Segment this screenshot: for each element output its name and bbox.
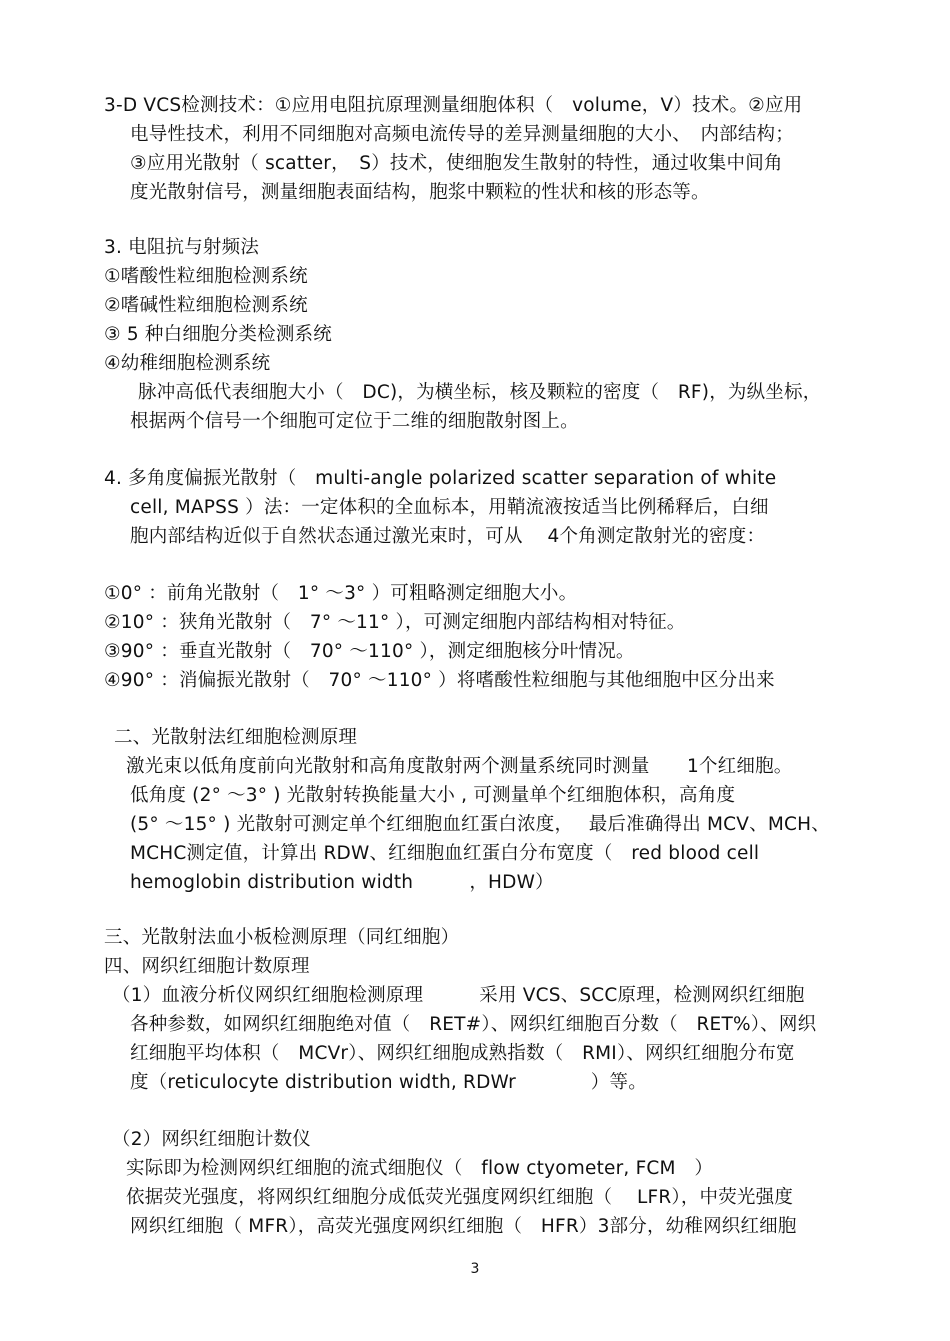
- text-line: 网织红细胞（ MFR），高荧光强度网织红细胞（ HFR）3部分，幼稚网织红细胞: [130, 1216, 797, 1237]
- text-line: 度光散射信号，测量细胞表面结构，胞浆中颗粒的性状和核的形态等。: [130, 182, 710, 203]
- text-line: 激光束以低角度前向光散射和高角度散射两个测量系统同时测量 1个红细胞。: [126, 756, 793, 777]
- text-line: 依据荧光强度，将网织红细胞分成低荧光强度网织红细胞（ LFR），中荧光强度: [126, 1187, 794, 1208]
- text-line: 各种参数，如网织红细胞绝对值（ RET#）、网织红细胞百分数（ RET%）、网织: [130, 1014, 817, 1035]
- text-line: 度（reticulocyte distribution width, RDWr ）等。: [130, 1072, 647, 1093]
- list-item: ①0° ：前角光散射（ 1° ～3° ）可粗略测定细胞大小。: [104, 583, 578, 604]
- section-heading: （2）网织红细胞计数仪: [112, 1129, 311, 1150]
- text-line: 低角度 (2° ～3° ) 光散射转换能量大小 , 可测量单个红细胞体积，高角度: [130, 785, 736, 806]
- text-line: 3-D VCS检测技术：①应用电阻抗原理测量细胞体积（ volume，V）技术。②应用: [104, 95, 803, 116]
- text-line: 实际即为检测网织红细胞的流式细胞仪（ flow ctyometer, FCM ）: [126, 1158, 714, 1179]
- list-item: ②10° ：狭角光散射（ 7° ～11° ），可测定细胞内部结构相对特征。: [104, 612, 686, 633]
- text-line: （1）血液分析仪网织红细胞检测原理 采用 VCS、SCC原理，检测网织红细胞: [112, 985, 805, 1006]
- list-item: ④幼稚细胞检测系统: [104, 353, 271, 374]
- text-line: cell, MAPSS ）法：一定体积的全血标本，用鞘流液按适当比例稀释后，白细: [130, 497, 769, 518]
- text-line: MCHC测定值，计算出 RDW、红细胞血红蛋白分布宽度（ red blood cell: [130, 843, 760, 864]
- list-item: ①嗜酸性粒细胞检测系统: [104, 266, 308, 287]
- list-item: ④90° ：消偏振光散射（ 70° ～110° ）将嗜酸性粒细胞与其他细胞中区分出来: [104, 670, 775, 691]
- text-line: (5° ～15° ) 光散射可测定单个红细胞血红蛋白浓度， 最后准确得出 MCV、MCH、: [130, 814, 830, 835]
- list-item: ③ 5 种白细胞分类检测系统: [104, 324, 332, 345]
- text-line: 胞内部结构近似于自然状态通过激光束时，可从 4个角测定散射光的密度：: [130, 526, 766, 547]
- text-line: 红细胞平均体积（ MCVr）、网织红细胞成熟指数（ RMI）、网织红细胞分布宽: [130, 1043, 795, 1064]
- section-heading: 4. 多角度偏振光散射（ multi-angle polarized scatter separation of white: [104, 468, 777, 489]
- text-line: hemoglobin distribution width ，HDW）: [130, 872, 554, 893]
- page-number: 3: [470, 1261, 480, 1277]
- section-heading: 二、光散射法红细胞检测原理: [114, 727, 358, 748]
- section-heading: 四、网织红细胞计数原理: [104, 956, 310, 977]
- text-line: ③应用光散射（ scatter， S）技术，使细胞发生散射的特性，通过收集中间角: [130, 153, 783, 174]
- text-line: 电导性技术，利用不同细胞对高频电流传导的差异测量细胞的大小、 内部结构；: [130, 124, 794, 145]
- text-line: 脉冲高低代表细胞大小（ DC)，为横坐标，核及颗粒的密度（ RF)，为纵坐标，: [138, 382, 822, 403]
- list-item: ②嗜碱性粒细胞检测系统: [104, 295, 308, 316]
- section-heading: 3. 电阻抗与射频法: [104, 237, 260, 258]
- text-line: 根据两个信号一个细胞可定位于二维的细胞散射图上。: [130, 411, 579, 432]
- section-heading: 三、光散射法血小板检测原理（同红细胞）: [104, 927, 460, 948]
- list-item: ③90° ：垂直光散射（ 70° ～110° ），测定细胞核分叶情况。: [104, 641, 635, 662]
